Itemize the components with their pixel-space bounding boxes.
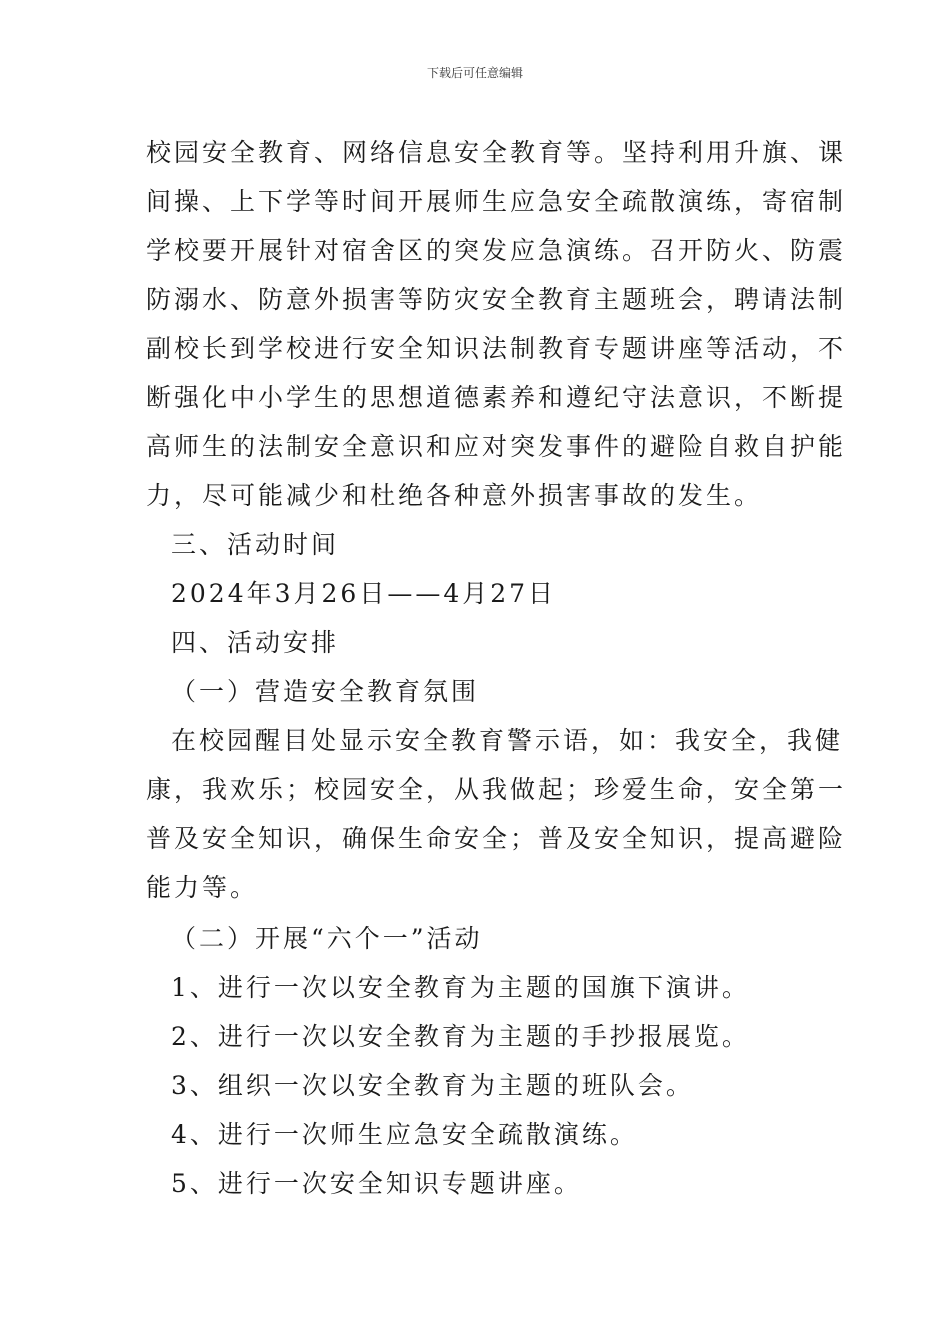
subsection-heading-six-activities: （二）开展“六个一”活动 [171,924,483,953]
paragraph-line: 力，尽可能减少和杜绝各种意外损害事故的发生。 [146,481,763,510]
list-item: 5、进行一次安全知识专题讲座。 [171,1169,582,1198]
paragraph-line: 断强化中小学生的思想道德素养和遵纪守法意识，不断提 [146,383,847,412]
paragraph-line: 高师生的法制安全意识和应对突发事件的避险自救自护能 [146,432,847,461]
paragraph-line: 在校园醒目处显示安全教育警示语，如：我安全，我健 [171,726,844,755]
paragraph-line: 普及安全知识，确保生命安全；普及安全知识，提高避险 [146,824,847,853]
paragraph-line: 副校长到学校进行安全知识法制教育专题讲座等活动，不 [146,334,847,363]
list-item: 1、进行一次以安全教育为主题的国旗下演讲。 [171,973,750,1002]
subsection-heading-atmosphere: （一）营造安全教育氛围 [171,677,480,706]
list-item: 4、进行一次师生应急安全疏散演练。 [171,1120,638,1149]
paragraph-line: 能力等。 [146,873,259,902]
activity-list [146,963,812,1208]
paragraph-warning-slogans [146,716,847,912]
list-item: 3、组织一次以安全教育为主题的班队会。 [171,1071,694,1100]
paragraph-line: 校园安全教育、网络信息安全教育等。坚持利用升旗、课 [146,138,847,167]
document-body [146,128,847,1208]
activity-date-range: 2024年3月26日——4月27日 [171,579,557,608]
paragraph-line: 学校要开展针对宿舍区的突发应急演练。召开防火、防震 [146,236,847,265]
section-heading-activity-time: 三、活动时间 [171,530,340,559]
paragraph-line: 康，我欢乐；校园安全，从我做起；珍爱生命，安全第一 [146,775,847,804]
list-item: 2、进行一次以安全教育为主题的手抄报展览。 [171,1022,750,1051]
section-heading-activity-arrangement: 四、活动安排 [171,628,340,657]
paragraph-line: 防溺水、防意外损害等防灾安全教育主题班会，聘请法制 [146,285,847,314]
paragraph-line: 间操、上下学等时间开展师生应急安全疏散演练，寄宿制 [146,187,847,216]
page-header-note: 下载后可任意编辑 [426,66,523,80]
paragraph-safety-education [146,128,847,520]
